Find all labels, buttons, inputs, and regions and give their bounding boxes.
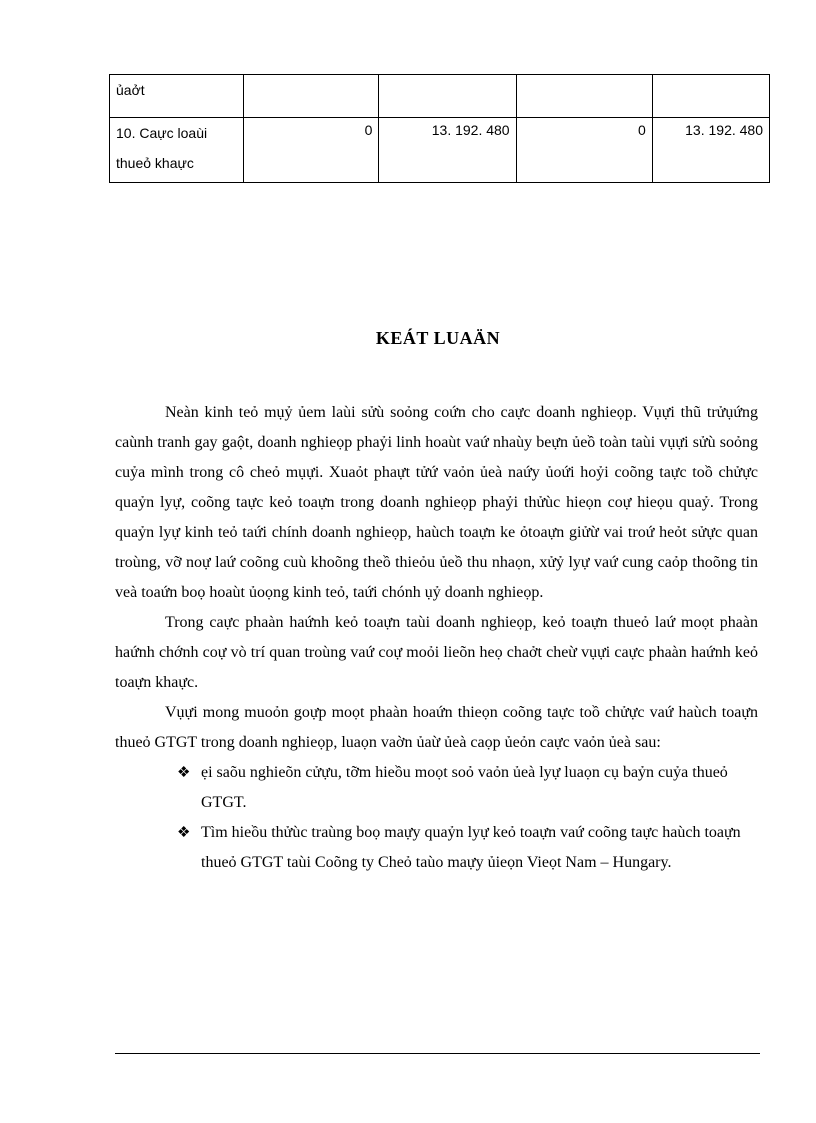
page-title: KEÁT LUAÄN bbox=[375, 328, 501, 348]
table-cell bbox=[244, 75, 379, 118]
paragraph: Neàn kinh teỏ mụỷ ủem laùi sửù soỏng coứn cho caực doanh nghieọp. Vụựi thũ trửụứng caùnh tranh gay gaột, doanh nghieọp phaỷi linh hoaùt vaứ nhaùy beựn ủeồ toàn taùi vụựi sửù soỏng cuỷa mình trong cô cheỏ mụựi. Xuaỏt phaựt tửứ vaỏn ủeà naứy ủoứi hoỷi coõng taực toồ chửực quaỷn lyự, coõng taực keỏ toaựn trong doanh nghieọp phaỷi thửùc hieọn coự hieọu quaỷ. Trong quaỷn lyự kinh teỏ taứi chính doanh nghieọp, haùch toaựn ke ỏtoaựn giửừ vai troứ heỏt sửực quan troùng, vỡ noự laứ coõng cuù khoõng theồ thieỏu ủeồ thu nhaọn, xửỷ lyự vaứ cung caỏp thoõng tin veà toaứn boọ hoaùt ủoọng kinh teỏ, taứi chónh ụỷ doanh nghieọp. bbox=[115, 404, 758, 601]
table-cell: 0 bbox=[244, 118, 379, 183]
conclusion-body bbox=[115, 398, 758, 878]
paragraph: Trong caực phaàn haứnh keỏ toaựn taùi doanh nghieọp, keỏ toaựn thueỏ laứ moọt phaàn haứnh chớnh coự vò trí quan troùng vaứ coự moỏi lieõn heọ chaởt cheừ vụựi caực phaàn haứnh keỏ toaựn khaực. bbox=[115, 614, 758, 691]
diamond-bullet-icon: ❖ bbox=[177, 825, 191, 841]
list-item bbox=[177, 818, 758, 878]
table-cell: 0 bbox=[516, 118, 652, 183]
table-row bbox=[110, 75, 770, 118]
table-cell: 13. 192. 480 bbox=[379, 118, 516, 183]
row-label: 10. Caực loaùi thueỏ khaực bbox=[110, 118, 244, 183]
row-label: ủaởt bbox=[110, 75, 244, 118]
list-item-text: Tìm hieồu thửùc traùng boọ maựy quaỷn lyự keỏ toaựn vaứ coõng taực haùch toaựn thueỏ GTGT taùi Coõng ty Cheỏ taùo maựy ủieọn Vieọt Nam – Hungary. bbox=[201, 824, 741, 871]
table-cell bbox=[516, 75, 652, 118]
list-item bbox=[177, 758, 758, 818]
diamond-bullet-icon: ❖ bbox=[177, 765, 191, 781]
bullet-list bbox=[115, 758, 758, 878]
list-item-text: ẹi saõu nghieõn cửựu, tỡm hieồu moọt soỏ vaỏn ủeà lyự luaọn cụ baỷn cuỷa thueỏ GTGT. bbox=[201, 764, 728, 811]
table-cell bbox=[379, 75, 516, 118]
paragraph: Vụựi mong muoỏn goựp moọt phaàn hoaứn thieọn coõng taực toồ chửực vaứ haùch toaựn thueỏ GTGT trong doanh nghieọp, luaọn vaờn ủaừ ủeà caọp ủeỏn caực vaỏn ủeà sau: bbox=[115, 704, 758, 751]
table-cell: 13. 192. 480 bbox=[652, 118, 769, 183]
tax-table bbox=[109, 74, 770, 183]
table-cell bbox=[652, 75, 769, 118]
footer-divider bbox=[115, 1053, 760, 1054]
table-row bbox=[110, 118, 770, 183]
